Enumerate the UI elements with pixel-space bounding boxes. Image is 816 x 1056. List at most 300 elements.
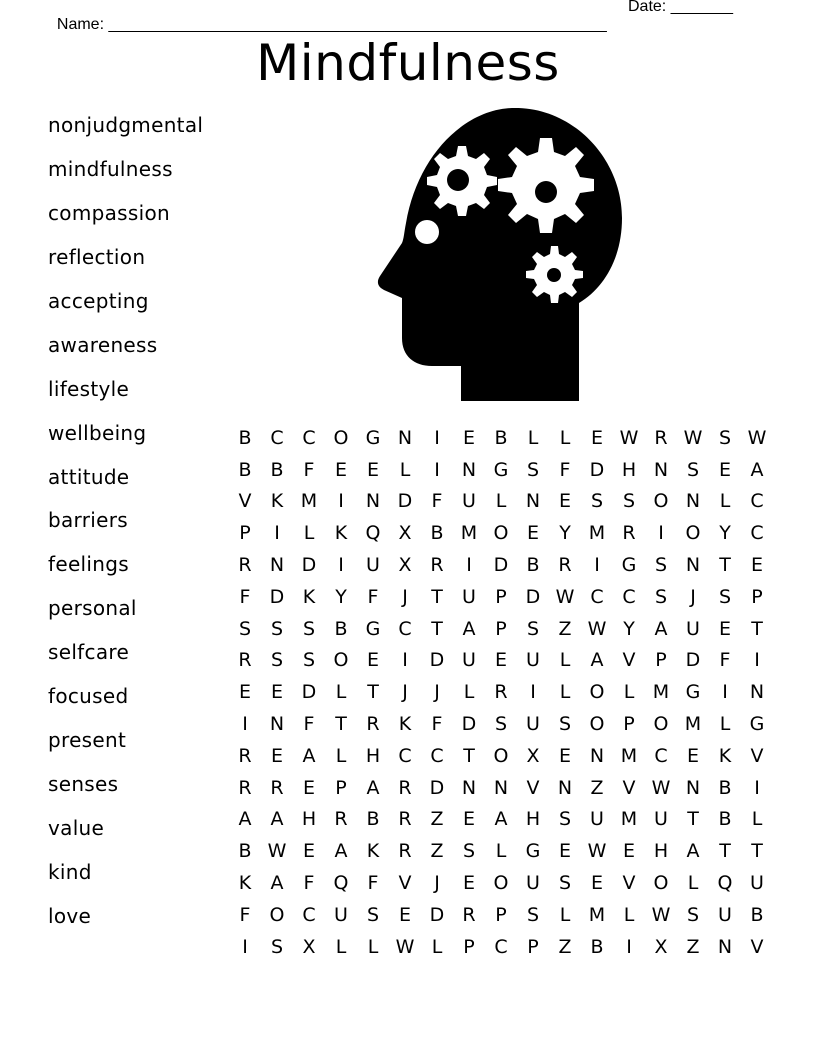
grid-letter: V — [526, 776, 540, 799]
grid-letter: L — [335, 681, 347, 704]
grid-letter: V — [622, 872, 636, 895]
grid-letter: R — [494, 681, 508, 704]
grid-letter: O — [653, 713, 669, 736]
grid-letter: L — [335, 744, 347, 767]
grid-letter: E — [462, 426, 475, 449]
grid-letter: T — [719, 554, 731, 577]
grid-row — [229, 486, 773, 518]
grid-letter: R — [334, 808, 348, 831]
word-list-item: feelings — [48, 552, 129, 577]
grid-letter: F — [303, 872, 315, 895]
grid-letter: Z — [430, 808, 444, 831]
grid-row — [229, 422, 773, 454]
grid-letter: O — [269, 903, 285, 926]
grid-letter: Y — [623, 617, 635, 640]
grid-letter: E — [270, 744, 283, 767]
grid-letter: F — [303, 458, 315, 481]
grid-letter: F — [239, 903, 251, 926]
grid-letter: S — [238, 617, 252, 640]
word-list-item: wellbeing — [48, 420, 147, 445]
grid-letter: M — [620, 808, 638, 831]
grid-letter: C — [398, 617, 412, 640]
grid-letter: I — [402, 649, 408, 672]
grid-letter: P — [527, 935, 539, 958]
grid-letter: V — [622, 776, 636, 799]
grid-letter: P — [495, 903, 507, 926]
grid-letter: Q — [333, 872, 349, 895]
grid-letter: O — [493, 522, 509, 545]
grid-letter: H — [301, 808, 317, 831]
grid-letter: O — [653, 872, 669, 895]
grid-letter: N — [589, 744, 605, 767]
grid-letter: L — [303, 522, 315, 545]
grid-letter: I — [338, 490, 344, 513]
grid-letter: W — [651, 903, 671, 926]
grid-letter: K — [302, 585, 316, 608]
grid-letter: R — [398, 808, 412, 831]
grid-letter: K — [718, 744, 732, 767]
word-list-item: awareness — [48, 332, 158, 357]
grid-letter: L — [559, 426, 571, 449]
word-list-item: present — [48, 728, 127, 753]
grid-letter: J — [434, 872, 440, 895]
grid-letter: C — [750, 490, 764, 513]
grid-letter: T — [431, 617, 443, 640]
grid-letter: A — [654, 617, 668, 640]
grid-letter: A — [270, 872, 284, 895]
grid-letter: C — [430, 744, 444, 767]
grid-letter: E — [558, 490, 571, 513]
grid-letter: E — [494, 649, 507, 672]
grid-letter: R — [366, 713, 380, 736]
grid-letter: D — [269, 585, 285, 608]
word-list-item: attitude — [48, 464, 130, 489]
grid-letter: W — [587, 840, 607, 863]
grid-letter: L — [463, 681, 475, 704]
grid-letter: V — [750, 935, 764, 958]
grid-letter: I — [242, 713, 248, 736]
grid-letter: L — [367, 935, 379, 958]
grid-letter: S — [718, 426, 732, 449]
grid-letter: A — [366, 776, 380, 799]
grid-letter: R — [270, 776, 284, 799]
grid-letter: N — [653, 458, 669, 481]
grid-letter: A — [270, 808, 284, 831]
grid-letter: S — [686, 903, 700, 926]
grid-letter: L — [623, 903, 635, 926]
grid-letter: B — [238, 458, 252, 481]
grid-letter: H — [525, 808, 541, 831]
grid-letter: R — [558, 554, 572, 577]
grid-letter: J — [402, 681, 408, 704]
grid-letter: M — [588, 522, 606, 545]
grid-letter: N — [269, 713, 285, 736]
grid-letter: O — [589, 681, 605, 704]
grid-letter: W — [747, 426, 767, 449]
grid-letter: U — [686, 617, 700, 640]
word-list — [48, 111, 203, 946]
grid-letter: F — [559, 458, 571, 481]
grid-letter: M — [460, 522, 478, 545]
grid-letter: K — [398, 713, 412, 736]
grid-letter: C — [302, 903, 316, 926]
grid-letter: W — [651, 776, 671, 799]
grid-letter: S — [366, 903, 380, 926]
grid-letter: B — [238, 426, 252, 449]
grid-letter: S — [270, 935, 284, 958]
grid-letter: W — [683, 426, 703, 449]
grid-letter: M — [300, 490, 318, 513]
grid-row — [229, 899, 773, 931]
grid-letter: O — [653, 490, 669, 513]
grid-letter: R — [238, 554, 252, 577]
grid-letter: D — [397, 490, 413, 513]
grid-letter: L — [719, 713, 731, 736]
grid-letter: W — [555, 585, 575, 608]
grid-letter: O — [685, 522, 701, 545]
grid-letter: G — [749, 713, 765, 736]
grid-letter: Z — [590, 776, 604, 799]
grid-letter: E — [462, 808, 475, 831]
grid-letter: B — [750, 903, 764, 926]
grid-row — [229, 931, 773, 963]
grid-letter: C — [398, 744, 412, 767]
grid-letter: F — [719, 649, 731, 672]
grid-letter: E — [366, 458, 379, 481]
grid-row — [229, 581, 773, 613]
name-field-label: Name: ________________________________________________________ — [56, 16, 607, 33]
grid-letter: U — [526, 649, 540, 672]
grid-letter: L — [559, 649, 571, 672]
grid-letter: V — [238, 490, 252, 513]
grid-letter: S — [526, 458, 540, 481]
grid-letter: O — [493, 744, 509, 767]
grid-letter: D — [493, 554, 509, 577]
grid-letter: I — [658, 522, 664, 545]
grid-letter: S — [526, 903, 540, 926]
grid-letter: S — [686, 458, 700, 481]
grid-letter: M — [620, 744, 638, 767]
grid-letter: Q — [365, 522, 381, 545]
grid-letter: B — [718, 776, 732, 799]
grid-letter: R — [622, 522, 636, 545]
grid-letter: D — [525, 585, 541, 608]
grid-letter: D — [461, 713, 477, 736]
grid-letter: N — [685, 554, 701, 577]
grid-letter: A — [334, 840, 348, 863]
grid-letter: S — [302, 649, 316, 672]
grid-letter: R — [462, 903, 476, 926]
grid-letter: V — [750, 744, 764, 767]
grid-letter: V — [622, 649, 636, 672]
word-list-item: lifestyle — [48, 376, 130, 401]
grid-letter: E — [366, 649, 379, 672]
grid-letter: S — [590, 490, 604, 513]
grid-row — [229, 708, 773, 740]
grid-letter: F — [239, 585, 251, 608]
grid-letter: S — [526, 617, 540, 640]
grid-letter: C — [654, 744, 668, 767]
grid-letter: Y — [335, 585, 347, 608]
grid-letter: K — [366, 840, 380, 863]
grid-letter: D — [301, 554, 317, 577]
grid-letter: G — [685, 681, 701, 704]
grid-letter: N — [461, 776, 477, 799]
grid-letter: U — [526, 713, 540, 736]
grid-letter: E — [238, 681, 251, 704]
grid-letter: O — [333, 426, 349, 449]
grid-letter: L — [527, 426, 539, 449]
grid-letter: E — [526, 522, 539, 545]
grid-letter: S — [654, 554, 668, 577]
grid-letter: U — [590, 808, 604, 831]
grid-letter: W — [587, 617, 607, 640]
grid-letter: P — [751, 585, 763, 608]
grid-letter: V — [398, 872, 412, 895]
grid-letter: M — [588, 903, 606, 926]
grid-letter: T — [687, 808, 699, 831]
grid-letter: P — [495, 617, 507, 640]
grid-letter: S — [654, 585, 668, 608]
grid-letter: A — [494, 808, 508, 831]
grid-letter: S — [558, 713, 572, 736]
word-list-item: reflection — [48, 244, 146, 269]
grid-letter: I — [466, 554, 472, 577]
grid-letter: L — [559, 681, 571, 704]
word-list-item: personal — [48, 596, 137, 621]
grid-letter: E — [558, 840, 571, 863]
grid-letter: W — [619, 426, 639, 449]
grid-letter: B — [430, 522, 444, 545]
grid-letter: A — [686, 840, 700, 863]
grid-letter: X — [398, 522, 412, 545]
grid-letter: D — [301, 681, 317, 704]
grid-row — [229, 867, 773, 899]
grid-letter: U — [366, 554, 380, 577]
grid-row — [229, 517, 773, 549]
head-with-gears-icon — [372, 108, 624, 404]
grid-letter: O — [333, 649, 349, 672]
grid-letter: I — [754, 649, 760, 672]
word-list-item: accepting — [48, 288, 149, 313]
grid-letter: I — [722, 681, 728, 704]
grid-letter: F — [303, 713, 315, 736]
grid-letter: R — [398, 840, 412, 863]
grid-letter: Y — [559, 522, 571, 545]
grid-letter: Z — [558, 617, 572, 640]
grid-letter: D — [685, 649, 701, 672]
grid-letter: S — [302, 617, 316, 640]
grid-letter: U — [334, 903, 348, 926]
grid-letter: S — [718, 585, 732, 608]
grid-letter: G — [493, 458, 509, 481]
grid-letter: J — [402, 585, 408, 608]
grid-letter: C — [750, 522, 764, 545]
grid-letter: S — [622, 490, 636, 513]
grid-letter: B — [238, 840, 252, 863]
grid-letter: L — [431, 935, 443, 958]
grid-letter: A — [462, 617, 476, 640]
grid-letter: A — [590, 649, 604, 672]
grid-letter: Z — [686, 935, 700, 958]
grid-row — [229, 740, 773, 772]
grid-letter: O — [493, 872, 509, 895]
date-field-label: Date: _______ — [628, 0, 733, 15]
word-list-item: value — [48, 816, 105, 840]
grid-letter: A — [302, 744, 316, 767]
grid-letter: U — [462, 490, 476, 513]
word-list-item: kind — [48, 859, 92, 884]
grid-row — [229, 835, 773, 867]
word-search-grid — [229, 422, 773, 963]
word-list-item: barriers — [48, 508, 128, 533]
grid-letter: C — [590, 585, 604, 608]
grid-letter: L — [335, 935, 347, 958]
grid-letter: E — [750, 554, 763, 577]
grid-letter: B — [718, 808, 732, 831]
grid-letter: N — [717, 935, 733, 958]
grid-letter: R — [430, 554, 444, 577]
grid-letter: K — [270, 490, 284, 513]
grid-letter: D — [589, 458, 605, 481]
grid-row — [229, 645, 773, 677]
grid-letter: E — [686, 744, 699, 767]
grid-letter: R — [238, 744, 252, 767]
word-list-item: focused — [48, 684, 129, 709]
grid-letter: I — [242, 935, 248, 958]
grid-letter: L — [399, 458, 411, 481]
grid-letter: G — [365, 617, 381, 640]
grid-letter: U — [462, 649, 476, 672]
grid-letter: M — [684, 713, 702, 736]
grid-letter: R — [238, 649, 252, 672]
grid-letter: E — [590, 426, 603, 449]
grid-letter: I — [594, 554, 600, 577]
grid-letter: B — [526, 554, 540, 577]
grid-letter: Z — [558, 935, 572, 958]
grid-letter: E — [398, 903, 411, 926]
grid-letter: S — [558, 872, 572, 895]
word-list-item: love — [48, 903, 92, 928]
grid-letter: U — [750, 872, 764, 895]
grid-letter: I — [274, 522, 280, 545]
grid-letter: U — [654, 808, 668, 831]
grid-letter: E — [622, 840, 635, 863]
grid-letter: I — [626, 935, 632, 958]
grid-letter: F — [367, 585, 379, 608]
grid-row — [229, 772, 773, 804]
grid-letter: B — [270, 458, 284, 481]
grid-letter: N — [685, 490, 701, 513]
grid-letter: G — [365, 426, 381, 449]
grid-letter: E — [718, 458, 731, 481]
grid-letter: I — [434, 458, 440, 481]
grid-letter: T — [719, 840, 731, 863]
grid-letter: P — [239, 522, 251, 545]
grid-letter: E — [270, 681, 283, 704]
grid-letter: T — [463, 744, 475, 767]
word-list-item: senses — [48, 772, 119, 797]
grid-letter: F — [431, 490, 443, 513]
grid-letter: N — [557, 776, 573, 799]
grid-letter: U — [526, 872, 540, 895]
grid-letter: X — [302, 935, 316, 958]
grid-letter: N — [397, 426, 413, 449]
grid-letter: L — [559, 903, 571, 926]
grid-letter: E — [718, 617, 731, 640]
grid-letter: L — [495, 490, 507, 513]
grid-letter: L — [751, 808, 763, 831]
grid-letter: I — [434, 426, 440, 449]
grid-letter: H — [653, 840, 669, 863]
grid-letter: R — [398, 776, 412, 799]
grid-letter: T — [367, 681, 379, 704]
grid-letter: N — [269, 554, 285, 577]
grid-letter: B — [366, 808, 380, 831]
grid-letter: P — [495, 585, 507, 608]
grid-letter: U — [462, 585, 476, 608]
grid-letter: L — [719, 490, 731, 513]
grid-letter: P — [335, 776, 347, 799]
grid-letter: C — [622, 585, 636, 608]
grid-letter: T — [751, 840, 763, 863]
grid-letter: X — [654, 935, 668, 958]
grid-letter: P — [655, 649, 667, 672]
grid-letter: B — [494, 426, 508, 449]
grid-letter: H — [365, 744, 381, 767]
grid-letter: X — [526, 744, 540, 767]
grid-letter: W — [395, 935, 415, 958]
grid-letter: E — [462, 872, 475, 895]
grid-letter: P — [463, 935, 475, 958]
grid-letter: A — [750, 458, 764, 481]
word-list-item: mindfulness — [48, 156, 173, 181]
grid-row — [229, 613, 773, 645]
word-list-item: nonjudgmental — [48, 113, 204, 137]
page-title: Mindfulness — [256, 34, 560, 92]
grid-letter: N — [461, 458, 477, 481]
grid-letter: L — [623, 681, 635, 704]
word-list-item: selfcare — [48, 640, 130, 665]
grid-letter: E — [302, 840, 315, 863]
grid-letter: M — [652, 681, 670, 704]
grid-letter: C — [270, 426, 284, 449]
grid-letter: S — [494, 713, 508, 736]
grid-row — [229, 804, 773, 836]
grid-letter: C — [494, 935, 508, 958]
grid-letter: J — [434, 681, 440, 704]
grid-letter: B — [590, 935, 604, 958]
grid-letter: E — [590, 872, 603, 895]
grid-letter: E — [334, 458, 347, 481]
grid-letter: N — [749, 681, 765, 704]
grid-letter: D — [429, 649, 445, 672]
grid-letter: I — [530, 681, 536, 704]
grid-letter: Z — [430, 840, 444, 863]
grid-row — [229, 454, 773, 486]
grid-letter: Q — [717, 872, 733, 895]
grid-letter: S — [462, 840, 476, 863]
grid-letter: N — [493, 776, 509, 799]
grid-letter: I — [338, 554, 344, 577]
grid-letter: I — [754, 776, 760, 799]
grid-letter: K — [334, 522, 348, 545]
grid-letter: U — [718, 903, 732, 926]
grid-letter: E — [302, 776, 315, 799]
grid-letter: S — [558, 808, 572, 831]
grid-letter: G — [621, 554, 637, 577]
grid-letter: D — [429, 903, 445, 926]
